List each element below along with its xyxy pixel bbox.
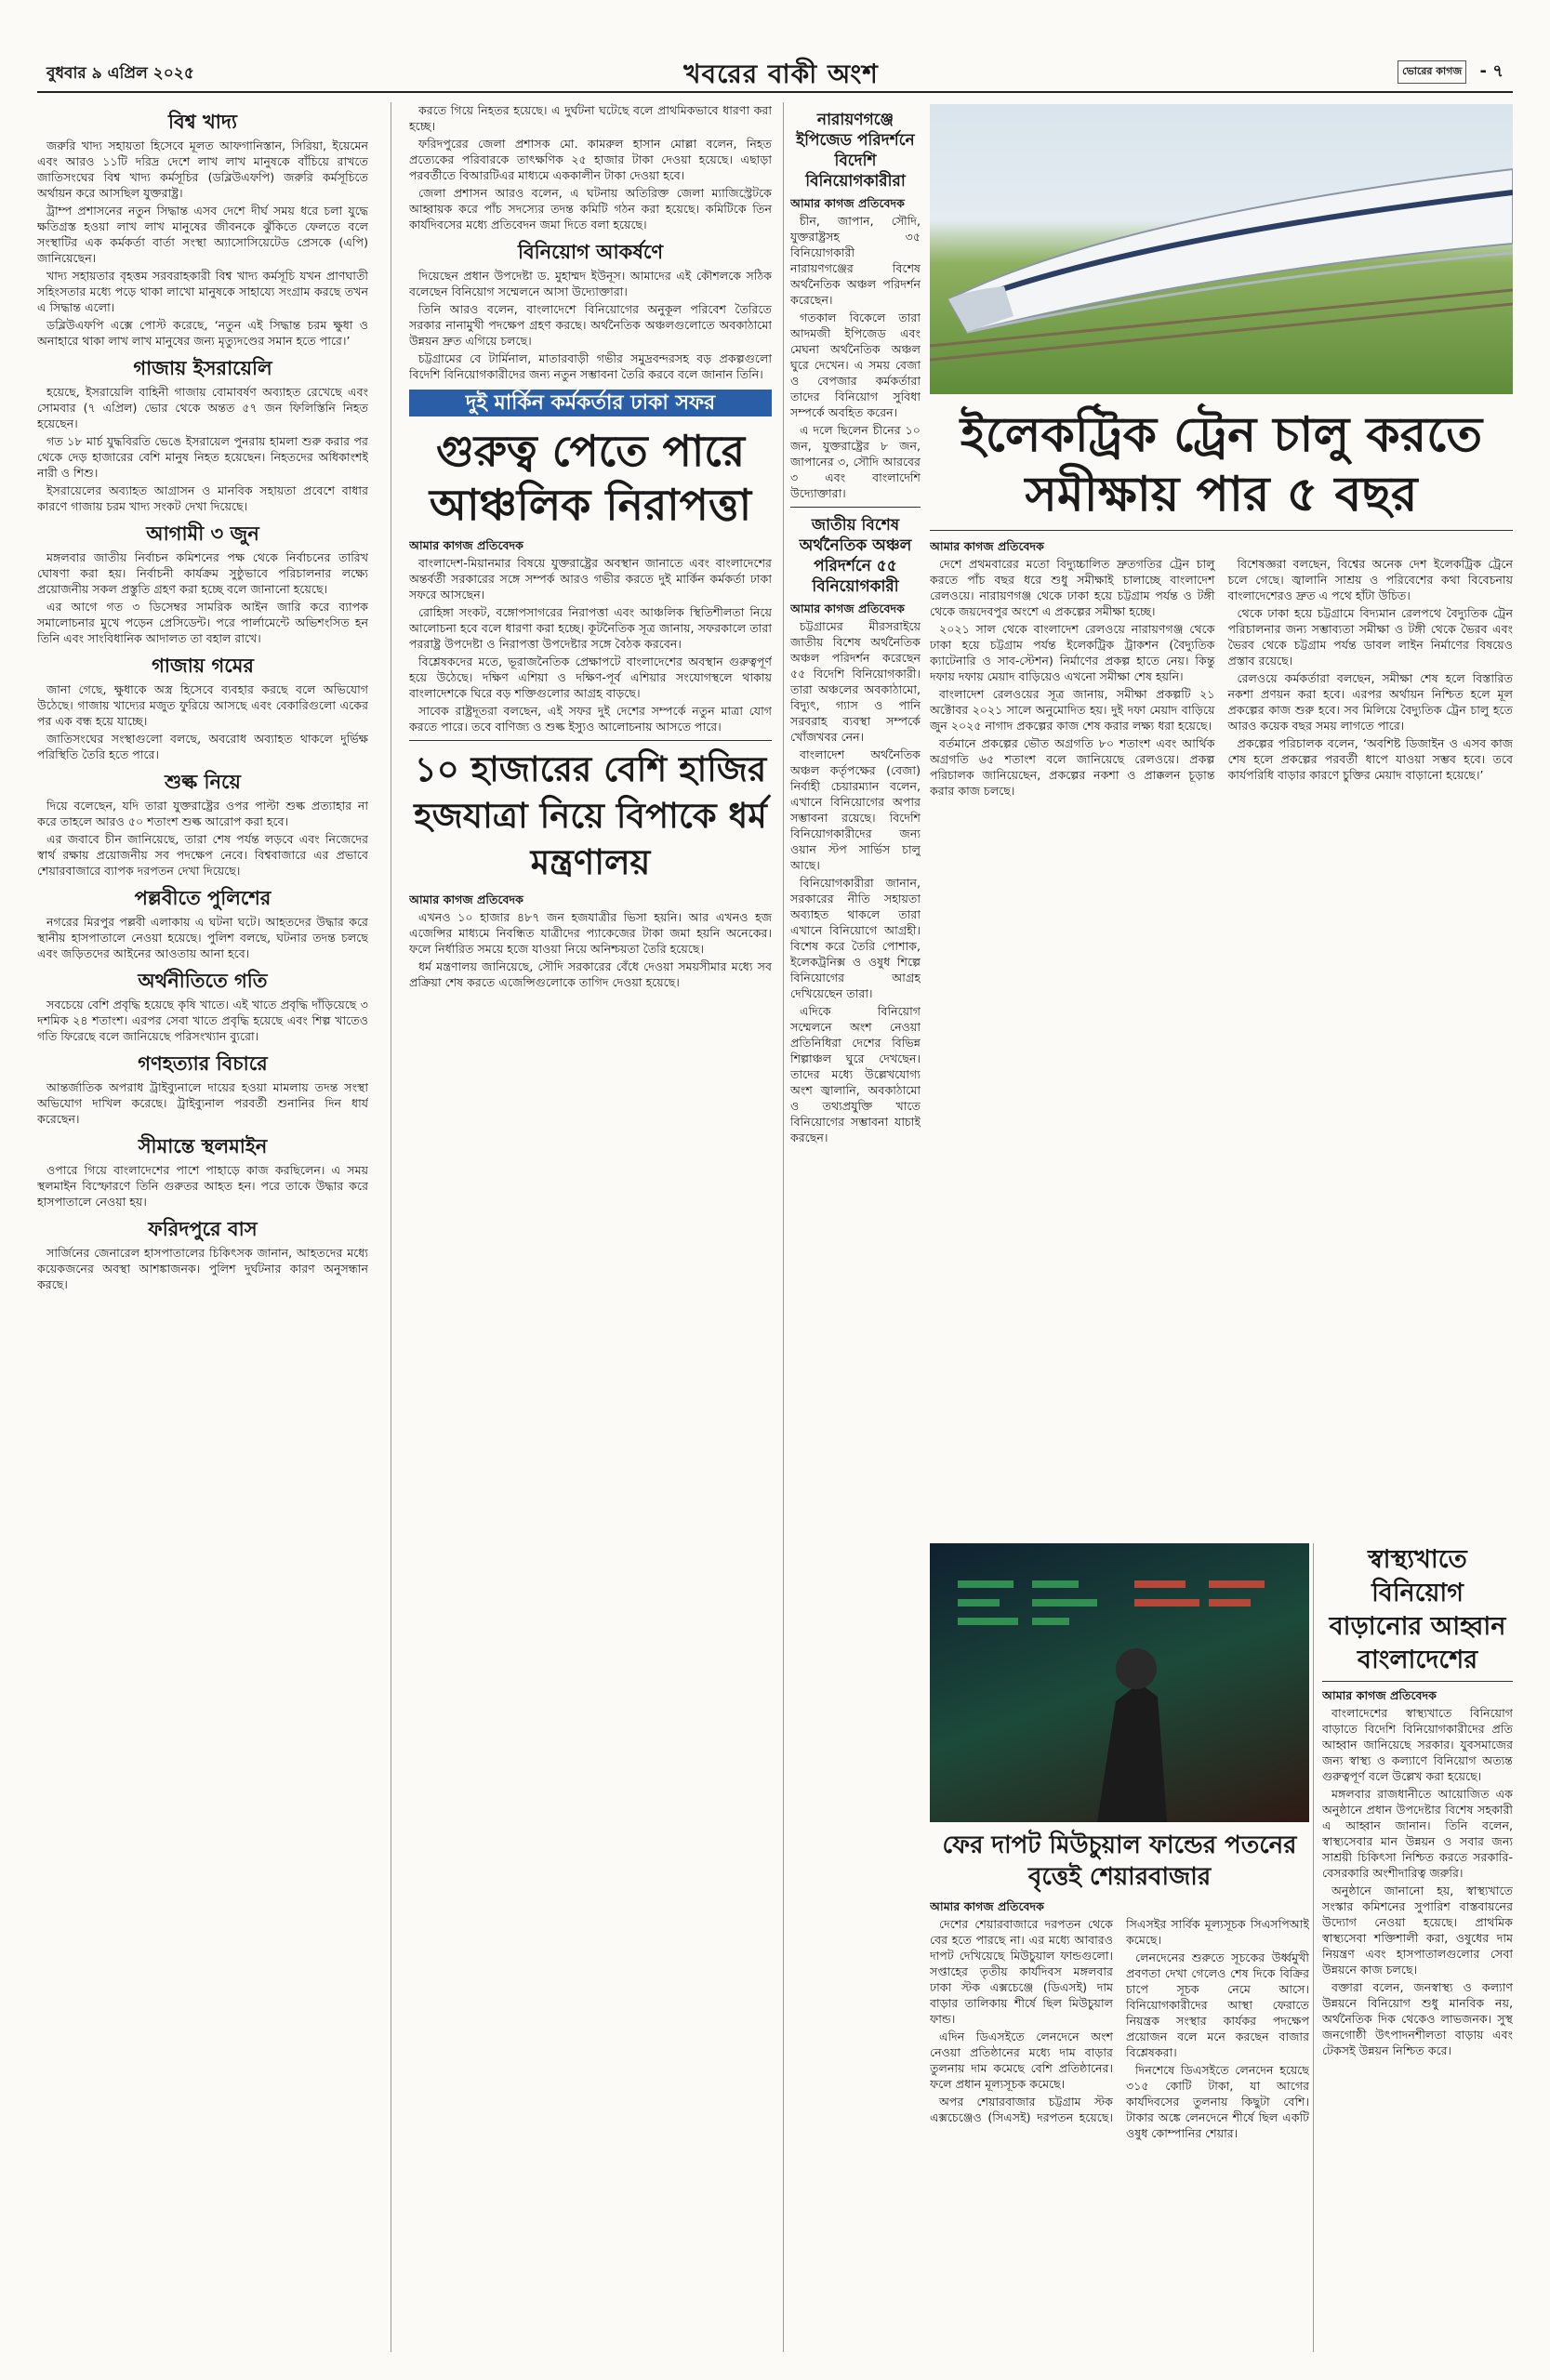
paragraph: অপর শেয়ারবাজার চট্টগ্রাম স্টক এক্সচেঞ্জেও (সিএসই) দরপতন হয়েছে। সিএসইর সার্বিক মূল্যসূচক সিএসপিআই কমেছে। xyxy=(930,1917,1309,2124)
paragraph: দেশে প্রথমবারের মতো বিদ্যুচ্চালিত দ্রুতগতির ট্রেন চালু করতে পাঁচ বছর ধরে শুধু সমীক্ষাই চালাচ্ছে বাংলাদেশ রেলওয়ে। নারায়ণগঞ্জ থেকে ঢাকা হয়ে চট্টগ্রাম পর্যন্ত ও টঙ্গী থেকে জয়দেবপুর অংশে এ প্রকল্পের সমীক্ষা হচ্ছে। xyxy=(930,557,1215,618)
paragraph: বক্তারা বলেন, জনস্বাস্থ্য ও কল্যাণ উন্নয়নে বিনিয়োগ শুধু মানবিক নয়, অর্থনৈতিক দিক থেকেও লাভজনক। সুস্থ জনগোষ্ঠী উৎপাদনশীলতা বাড়ায় এবং টেকসই উন্নয়ন নিশ্চিত করে। xyxy=(1322,1980,1513,2057)
train-article xyxy=(930,400,1513,1533)
page-number: ৭ xyxy=(1492,61,1504,81)
paragraph: ২০২১ সাল থেকে বাংলাদেশ রেলওয়ে নারায়ণগঞ্জ থেকে ঢাকা হয়ে চট্টগ্রাম পর্যন্ত ইলেকট্রিক ট্রাকশন (বৈদ্যুতিক ক্যাটেনারি ও সাব-স্টেশন) নির্মাণের প্রকল্প হাতে নেয়। কিন্তু দফায় দফায় মেয়াদ বাড়িয়েও এখনো সমীক্ষা শেষ হয়নি। xyxy=(930,622,1215,683)
paragraph: এর আগে গত ৩ ডিসেম্বর সামরিক আইন জারি করে ব্যাপক সমালোচনার মুখে পড়েন প্রেসিডেন্ট। পরে পার্লামেন্টে অভিশংসিত হন তিনি এবং সাংবিধানিক আদালত তা বহাল রাখে। xyxy=(37,600,368,645)
paragraph: রেলওয়ে কর্মকর্তারা বলছেন, সমীক্ষা শেষ হলে বিস্তারিত নকশা প্রণয়ন করা হবে। এরপর অর্থায়ন নিশ্চিত হলে মূল প্রকল্পের কাজ শুরু হবে। সব মিলিয়ে বৈদ্যুতিক ট্রেন চালু হতে আরও কয়েক বছর সময় লাগতে পারে। xyxy=(1227,671,1513,733)
paragraph: বাংলাদেশ রেলওয়ের সূত্র জানায়, সমীক্ষা প্রকল্পটি ২১ অক্টোবর ২০২১ সালে অনুমোদিত হয়। দুই দফা মেয়াদ বাড়িয়ে জুন ২০২৫ নাগাদ প্রকল্পের কাজ শেষ করার লক্ষ্য ধরা হয়েছে। xyxy=(930,687,1215,733)
paragraph: ফরিদপুরের জেলা প্রশাসক মো. কামরুল হাসান মোল্লা বলেন, নিহত প্রত্যেকের পরিবারকে তাৎক্ষণিক ২৫ হাজার টাকা দেওয়া হয়েছে। এছাড়া পরবর্তীতে বিআরটিএর মাধ্যমে এককালীন টাকা দেওয়া হবে। xyxy=(409,137,772,182)
article-heading: আগামী ৩ জুন xyxy=(146,522,259,545)
article-body xyxy=(930,1898,1309,2373)
article-heading: গাজায় ইসরায়েলি xyxy=(133,357,272,379)
column-3 xyxy=(790,102,921,2352)
paragraph: এর জবাবে চীন জানিয়েছে, তারা শেষ পর্যন্ত লড়বে এবং নিজেদের স্বার্থ রক্ষায় প্রয়োজনীয় সব পদক্ষেপ নেবে। বিশ্ববাজারে এর প্রভাবে শেয়ারবাজারে ব্যাপক দরপতন দেখা দিয়েছে। xyxy=(37,832,368,878)
paragraph: বাংলাদেশ অর্থনৈতিক অঞ্চল কর্তৃপক্ষের (বেজা) নির্বাহী চেয়ারম্যান বলেন, এখানে বিনিয়োগের অপার সম্ভাবনা রয়েছে। বিদেশি বিনিয়োগকারীদের জন্য ওয়ান স্টপ সার্ভিস চালু আছে। xyxy=(790,747,921,872)
article-headline: স্বাস্থ্যখাতে বিনিয়োগ বাড়ানোর আহ্বান বাংলাদেশের xyxy=(1322,1543,1513,1682)
paragraph: এদিকে বিনিয়োগ সম্মেলনে অংশ নেওয়া প্রতিনিধিরা দেশের বিভিন্ন শিল্পাঞ্চল ঘুরে দেখছেন। তাদের মধ্যে উল্লেখযোগ্য অংশ জ্বালানি, অবকাঠামো ও তথ্যপ্রযুক্তি খাতে বিনিয়োগের সম্ভাবনা যাচাই করছেন। xyxy=(790,1004,921,1144)
paragraph: অনুষ্ঠানে জানানো হয়, স্বাস্থ্যখাতে সংস্কার কমিশনের সুপারিশ বাস্তবায়নের উদ্যোগ নেওয়া হয়েছে। প্রাথমিক স্বাস্থ্যসেবা শক্তিশালী করা, ওষুধের দাম নিয়ন্ত্রণ এবং হাসপাতালগুলোর সেবা উন্নয়নে কাজ চলছে। xyxy=(1322,1884,1513,1977)
paragraph: ধর্ম মন্ত্রণালয় জানিয়েছে, সৌদি সরকারের বেঁধে দেওয়া সময়সীমার মধ্যে সব প্রক্রিয়া শেষ করতে এজেন্সিগুলোকে তাগিদ দেওয়া হয়েছে। xyxy=(409,959,772,989)
article-body xyxy=(930,538,1513,1533)
paragraph: দিয়ে বলেছেন, যদি তারা যুক্তরাষ্ট্রের ওপর পাল্টা শুল্ক প্রত্যাহার না করে তাহলে আরও ৫০ শতাংশ শুল্ক আরোপ করা হবে। xyxy=(37,799,368,828)
health-invest-article xyxy=(1322,1543,1513,2329)
paragraph: মঙ্গলবার রাজধানীতে আয়োজিত এক অনুষ্ঠানে প্রধান উপদেষ্টার বিশেষ সহকারী এ আহ্বান জানান। তিনি বলেন, স্বাস্থ্যসেবার মান উন্নয়ন ও সবার জন্য সাশ্রয়ী চিকিৎসা নিশ্চিত করতে সরকারি-বেসরকারি অংশীদারিত্ব জরুরি। xyxy=(1322,1787,1513,1880)
paragraph: দেশের শেয়ারবাজারে দরপতন থেকে বের হতে পারছে না। এর মধ্যে আবারও দাপট দেখিয়েছে মিউচুয়াল ফান্ডগুলো। সপ্তাহের তৃতীয় কার্যদিবস মঙ্গলবার ঢাকা স্টক এক্সচেঞ্জে (ডিএসই) দাম বাড়ার তালিকায় শীর্ষে ছিল মিউচুয়াল ফান্ড। xyxy=(930,1917,1113,2026)
paragraph: জরুরি খাদ্য সহায়তা হিসেবে মূলত আফগানিস্তান, সিরিয়া, ইয়েমেন এবং আরও ১১টি দরিদ্র দেশে লাখ লাখ মানুষকে বাঁচিয়ে রাখতে জাতিসংঘের বিশ্ব খাদ্য কর্মসূচির (ডব্লিউএফপি) জরুরি কর্মসূচিতে অর্থায়ন করে আসছিল যুক্তরাষ্ট্র। xyxy=(37,139,368,200)
article-heading: বিনিয়োগ আকর্ষণে xyxy=(517,241,664,263)
paragraph: খাদ্য সহায়তার বৃহত্তম সরবরাহকারী বিশ্ব খাদ্য কর্মসূচি যখন প্রাণঘাতী সহিংসতার মধ্যে পড়ে থাকা লাখো মানুষকে সাহায্যে সংগ্রাম করছে তখন এ সিদ্ধান্ত এলো। xyxy=(37,269,368,314)
article-heading: গণহত্যার বিচারে xyxy=(138,1052,268,1075)
paragraph: বাংলাদেশের স্বাস্থ্যখাতে বিনিয়োগ বাড়াতে বিদেশি বিনিয়োগকারীদের প্রতি আহ্বান জানিয়েছে সরকার। যুবসমাজের জন্য স্বাস্থ্য ও কল্যাণে বিনিয়োগ অত্যন্ত গুরুত্বপূর্ণ বলে উল্লেখ করা হয়েছে। xyxy=(1322,1706,1513,1783)
article-headline: ইলেকট্রিক ট্রেন চালু করতে সমীক্ষায় পার ৫ বছর xyxy=(930,405,1513,531)
paragraph: চীন, জাপান, সৌদি, যুক্তরাষ্ট্রসহ ৩৫ বিনিয়োগকারী নারায়ণগঞ্জের বিশেষ অর্থনৈতিক অঞ্চল পরিদর্শন করেছেন। xyxy=(790,214,921,307)
paragraph: জাতিসংঘের সংস্থাগুলো বলছে, অবরোধ অব্যাহত থাকলে দুর্ভিক্ষ পরিস্থিতি তৈরি হতে পারে। xyxy=(37,732,368,761)
paragraph: ইসরায়েলের অব্যাহত আগ্রাসন ও মানবিক সহায়তা প্রবেশে বাধার কারণে গাজায় চরম খাদ্য সংকট দেখা দিয়েছে। xyxy=(37,483,368,513)
article-headline: গুরুত্ব পেতে পারে আঞ্চলিক নিরাপত্তা xyxy=(429,426,752,530)
electric-train-photo xyxy=(930,104,1513,394)
paragraph: দিনশেষে ডিএসইতে লেনদেন হয়েছে ৩১৫ কোটি টাকা, যা আগের কার্যদিবসের তুলনায় কিছুটা বেশি। টাকার অঙ্কে লেনদেনে শীর্ষে ছিল একটি ওষুধ কোম্পানির শেয়ার। xyxy=(1126,2063,1309,2140)
paragraph: থেকে ঢাকা হয়ে চট্টগ্রামে বিদ্যমান রেলপথে বৈদ্যুতিক ট্রেন পরিচালনার জন্য সম্ভাব্যতা সমীক্ষা ও টঙ্গী থেকে ভৈরব এবং ভৈরব থেকে চট্টগ্রাম পর্যন্ত ডাবল লাইন নির্মাণের বিষয়েও প্রস্তাব রয়েছে। xyxy=(1227,606,1513,668)
paragraph: লেনদেনের শুরুতে সূচকের উর্ধ্বমুখী প্রবণতা দেখা গেলেও শেষ দিকে বিক্রির চাপে সূচক নেমে আসে। বিনিয়োগকারীদের আস্থা ফেরাতে নিয়ন্ত্রক সংস্থার কার্যকর পদক্ষেপ প্রয়োজন বলে মনে করছেন বাজার বিশ্লেষকরা। xyxy=(1126,1950,1309,2059)
byline: আমার কাগজ প্রতিবেদক xyxy=(1322,1688,1437,1702)
column-2 xyxy=(409,102,772,2352)
page-number-prefix: - xyxy=(1479,61,1493,81)
masthead xyxy=(37,54,1513,93)
paragraph: দিয়েছেন প্রধান উপদেষ্টা ড. মুহাম্মদ ইউনূস। আমাদের এই কৌশলকে সঠিক বলেছেন বিনিয়োগ সম্মেলনে আসা উদ্যোক্তারা। xyxy=(409,269,772,298)
paragraph: হয়েছে, ইসরায়েলি বাহিনী গাজায় বোমাবর্ষণ অব্যাহত রেখেছে এবং সোমবার (৭ এপ্রিল) ভোর থেকে অন্তত ৫৭ জন ফিলিস্তিনি নিহত হয়েছেন। xyxy=(37,385,368,430)
paper-logo xyxy=(1398,58,1504,86)
paragraph: রোহিঙ্গা সংকট, বঙ্গোপসাগরের নিরাপত্তা এবং আঞ্চলিক স্থিতিশীলতা নিয়ে আলোচনা হবে বলে ধারণা করা হচ্ছে। কূটনৈতিক সূত্র জানায়, সফরকালে তারা পররাষ্ট্র উপদেষ্টা ও নিরাপত্তা উপদেষ্টার সঙ্গে বৈঠক করবেন। xyxy=(409,605,772,651)
byline: আমার কাগজ প্রতিবেদক xyxy=(930,539,1044,553)
issue-date: বুধবার ৯ এপ্রিল ২০২৫ xyxy=(46,64,194,83)
column-1 xyxy=(37,102,368,2352)
byline: আমার কাগজ প্রতিবেদক xyxy=(790,602,905,615)
paragraph: আন্তর্জাতিক অপরাধ ট্রাইব্যুনালে দায়ের হওয়া মামলায় তদন্ত সংস্থা অভিযোগ দাখিল করেছে। ট্রাইব্যুনাল পরবর্তী শুনানির দিন ধার্য করেছেন। xyxy=(37,1080,368,1126)
paragraph: সাবেক রাষ্ট্রদূতরা বলছেন, এই সফর দুই দেশের সম্পর্কে নতুন মাত্রা যোগ করতে পারে। তবে বাণিজ্য ও শুল্ক ইস্যুও আলোচনায় আসতে পারে। xyxy=(409,704,772,734)
article-heading: নারায়ণগঞ্জে ইপিজেড পরিদর্শনে বিদেশি বিনিয়োগকারীরা xyxy=(796,111,915,191)
article-heading: অর্থনীতিতে গতি xyxy=(138,970,268,992)
section-title: খবরের বাকী অংশ xyxy=(683,59,879,89)
paragraph: চট্টগ্রামের মীরসরাইয়ে জাতীয় বিশেষ অর্থনৈতিক অঞ্চল পরিদর্শন করেছেন ৫৫ বিদেশি বিনিয়োগকারী। তারা অঞ্চলের অবকাঠামো, বিদ্যুৎ, গ্যাস ও পানি সরবরাহ ব্যবস্থা সম্পর্কে খোঁজখবর নেন। xyxy=(790,619,921,744)
paragraph: নগরের মিরপুর পল্লবী এলাকায় এ ঘটনা ঘটে। আহতদের উদ্ধার করে স্থানীয় হাসপাতালে নেওয়া হয়েছে। পুলিশ বলছে, ঘটনার তদন্ত চলছে এবং জড়িতদের আইনের আওতায় আনা হবে। xyxy=(37,915,368,960)
paragraph: বিশ্লেষকদের মতে, ভূরাজনৈতিক প্রেক্ষাপটে বাংলাদেশের অবস্থান গুরুত্বপূর্ণ হয়ে উঠেছে। দক্ষিণ এশিয়া ও দক্ষিণ-পূর্ব এশিয়ার সংযোগস্থলে থাকায় বাংলাদেশকে ঘিরে বড় শক্তিগুলোর আগ্রহ বাড়ছে। xyxy=(409,654,772,700)
paragraph: প্রকল্পের পরিচালক বলেন, ‘অবশিষ্ট ডিজাইন ও এসব কাজ শেষ হলে প্রকল্পের পরবর্তী ধাপে যাওয়া সম্ভব হবে। তবে কার্যপরিধি বাড়ার কারণে চুক্তির মেয়াদ বাড়ানো হয়েছে।’ xyxy=(1227,736,1513,782)
byline: আমার কাগজ প্রতিবেদক xyxy=(409,892,523,906)
article-heading: জাতীয় বিশেষ অর্থনৈতিক অঞ্চল পরিদর্শনে ৫৫ বিনিয়োগকারী xyxy=(799,516,912,596)
paragraph: এখনও ১০ হাজার ৪৮৭ জন হজযাত্রীর ভিসা হয়নি। আর এখনও হজ এজেন্সির মাধ্যমে নিবন্ধিত যাত্রীদের প্যাকেজের টাকা জমা হয়নি অনেকের। ফলে নির্ধারিত সময়ে হজে যাওয়া নিয়ে অনিশ্চয়তা তৈরি হয়েছে। xyxy=(409,910,772,956)
article-heading: পল্লবীতে পুলিশের xyxy=(134,887,272,909)
article-heading: গাজায় গমের xyxy=(152,654,254,677)
paragraph: করতে গিয়ে নিহতর হয়েছে। এ দুর্ঘটনা ঘটেছে বলে প্রাথমিকভাবে ধারণা করা হচ্ছে। xyxy=(409,103,772,133)
paragraph: ওপারে গিয়ে বাংলাদেশের পাশে পাহাড়ে কাজ করছিলেন। এ সময় স্থলমাইন বিস্ফোরণে তিনি গুরুতর আহত হন। পরে তাকে উদ্ধার করে হাসপাতালে নেওয়া হয়। xyxy=(37,1163,368,1209)
article-heading: সীমান্তে স্থলমাইন xyxy=(138,1135,268,1157)
divider xyxy=(409,740,772,741)
paragraph: এ দলে ছিলেন চীনের ১০ জন, যুক্তরাষ্ট্রের ৮ জন, জাপানের ৩, সৌদি আরবের ৩ এবং বাংলাদেশি উদ্যোক্তারা। xyxy=(790,423,921,500)
column-divider xyxy=(1313,1543,1314,2352)
stock-market-photo xyxy=(930,1543,1309,1822)
paragraph: সবচেয়ে বেশি প্রবৃদ্ধি হয়েছে কৃষি খাতে। এই খাতে প্রবৃদ্ধি দাঁড়িয়েছে ৩ দশমিক ২৪ শতাংশ। এরপর সেবা খাতে প্রবৃদ্ধি হয়েছে এবং শিল্প খাতেও গতি ফিরেছে বলে জানিয়েছে পরিসংখ্যান ব্যুরো। xyxy=(37,998,368,1043)
market-article xyxy=(930,1830,1309,2373)
divider xyxy=(790,507,921,508)
article-headline: ফের দাপট মিউচুয়াল ফান্ডের পতনের বৃত্তেই শেয়ারবাজার xyxy=(942,1831,1297,1891)
paragraph: জানা গেছে, ক্ষুধাকে অস্ত্র হিসেবে ব্যবহার করছে বলে অভিযোগ উঠেছে। গাজায় খাদ্যের মজুত ফুরিয়ে আসছে এবং বেকারিগুলো একের পর এক বন্ধ হয়ে যাচ্ছে। xyxy=(37,682,368,728)
paper-name: ভোরের কাগজ xyxy=(1398,60,1466,84)
article-heading: ফরিদপুরে বাস xyxy=(148,1218,258,1240)
paragraph: সার্জিনের জেনারেল হাসপাতালের চিকিৎসক জানান, আহতদের মধ্যে কয়েকজনের অবস্থা আশঙ্কাজনক। পুলিশ দুর্ঘটনার কারণ অনুসন্ধান করছে। xyxy=(37,1246,368,1291)
paragraph: তিনি আরও বলেন, বাংলাদেশে বিনিয়োগের অনুকূল পরিবেশ তৈরিতে সরকার নানামুখী পদক্ষেপ গ্রহণ করছে। অর্থনৈতিক অঞ্চলগুলোতে অবকাঠামো উন্নয়ন দ্রুত এগিয়ে চলছে। xyxy=(409,302,772,348)
article-heading: শুল্ক নিয়ে xyxy=(165,771,241,793)
paragraph: বিশেষজ্ঞরা বলছেন, বিশ্বের অনেক দেশ ইলেকট্রিক ট্রেনে চলে গেছে। জ্বালানি সাশ্রয় ও পরিবেশের কথা বিবেচনায় বাংলাদেশেরও দ্রুত এ পথে হাঁটা উচিত। xyxy=(1227,557,1513,602)
paragraph: চট্টগ্রামের বে টার্মিনাল, মাতারবাড়ী গভীর সমুদ্রবন্দরসহ বড় প্রকল্পগুলো বিদেশি বিনিয়োগকারীদের জন্য নতুন সম্ভাবনা তৈরি করবে বলে জানান তিনি। xyxy=(409,351,772,381)
article-heading: বিশ্ব খাদ্য xyxy=(168,111,237,133)
article-body xyxy=(1322,1687,1513,2329)
paragraph: মঙ্গলবার জাতীয় নির্বাচন কমিশনের পক্ষ থেকে নির্বাচনের তারিখ ঘোষণা করা হয়। নির্বাচনী কার্যক্রম সুষ্ঠুভাবে পরিচালনার লক্ষ্যে প্রয়োজনীয় সকল প্রস্তুতি গ্রহণ করা হচ্ছে বলে জানানো হয়েছে। xyxy=(37,550,368,596)
paragraph: এদিন ডিএসইতে লেনদেনে অংশ নেওয়া প্রতিষ্ঠানের মধ্যে দাম বাড়ার তুলনায় দাম কমেছে বেশি প্রতিষ্ঠানের। ফলে প্রধান মূল্যসূচক কমেছে। xyxy=(930,2030,1113,2091)
byline: আমার কাগজ প্রতিবেদক xyxy=(409,538,523,552)
paragraph: গত ১৮ মার্চ যুদ্ধবিরতি ভেঙে ইসরায়েল পুনরায় হামলা শুরু করার পর থেকে দেড় হাজারের বেশি মানুষ নিহত হয়েছেন। নিহতদের অধিকাংশই নারী ও শিশু। xyxy=(37,434,368,480)
paragraph: বাংলাদেশ-মিয়ানমার বিষয়ে যুক্তরাষ্ট্রের অবস্থান জানাতে এবং বাংলাদেশের অন্তর্বর্তী সরকারের সঙ্গে সম্পর্ক আরও গভীর করতে দুই মার্কিন কর্মকর্তা ঢাকা সফরে আসছেন। xyxy=(409,556,772,602)
paragraph: বিনিয়োগকারীরা জানান, সরকারের নীতি সহায়তা অব্যাহত থাকলে তারা এখানে বিনিয়োগে আগ্রহী। বিশেষ করে তৈরি পোশাক, ইলেকট্রনিক্স ও ওষুধ শিল্পে বিনিয়োগের আগ্রহ দেখিয়েছেন তারা। xyxy=(790,876,921,1000)
paragraph: ডব্লিউএফপি এক্সে পোস্ট করেছে, ‘নতুন এই সিদ্ধান্ত চরম ক্ষুধা ও অনাহারে থাকা লাখ লাখ মানুষের জন্য মৃত্যুদণ্ডের সমান হতে পারে।’ xyxy=(37,318,368,348)
paragraph: জেলা প্রশাসন আরও বলেন, এ ঘটনায় অতিরিক্ত জেলা ম্যাজিস্ট্রেটকে আহ্বায়ক করে পাঁচ সদস্যের তদন্ত কমিটি গঠন করা হয়েছে। কমিটিকে তিন কার্যদিবসের মধ্যে প্রতিবেদন জমা দিতে বলা হয়েছে। xyxy=(409,186,772,231)
paragraph: ট্রাম্প প্রশাসনের নতুন সিদ্ধান্ত এসব দেশে দীর্ঘ সময় ধরে চলা যুদ্ধে ক্ষতিগ্রস্ত হওয়া লাখ লাখ মানুষের জীবনকে ঝুঁকিতে ফেলতে বলে সংস্থাটির এক কর্মকর্তা বার্তা সংস্থা অ্যাসোসিয়েটেড প্রেসকে (এপি) জানিয়েছেন। xyxy=(37,204,368,265)
byline: আমার কাগজ প্রতিবেদক xyxy=(930,1899,1044,1913)
kicker-banner: দুই মার্কিন কর্মকর্তার ঢাকা সফর xyxy=(409,390,772,416)
article-headline: ১০ হাজারের বেশি হাজির হজযাত্রা নিয়ে বিপাকে ধর্ম মন্ত্রণালয় xyxy=(414,749,767,882)
paragraph: বর্তমানে প্রকল্পের ভৌত অগ্রগতি ৮০ শতাংশ এবং আর্থিক অগ্রগতি ৬৫ শতাংশ বলে জানিয়েছে রেলওয়ে। প্রকল্প পরিচালক জানিয়েছেন, প্রকল্পের নকশা ও প্রাক্কলন চূড়ান্ত করার কাজ চলছে। xyxy=(930,736,1215,798)
column-divider xyxy=(783,102,784,2352)
byline: আমার কাগজ প্রতিবেদক xyxy=(790,196,905,210)
paragraph: গতকাল বিকেলে তারা আদমজী ইপিজেড এবং মেঘনা অর্থনৈতিক অঞ্চল ঘুরে দেখেন। এ সময় বেজা ও বেপজার কর্মকর্তারা তাদের বিনিয়োগ সুবিধা সম্পর্কে অবহিত করেন। xyxy=(790,311,921,419)
